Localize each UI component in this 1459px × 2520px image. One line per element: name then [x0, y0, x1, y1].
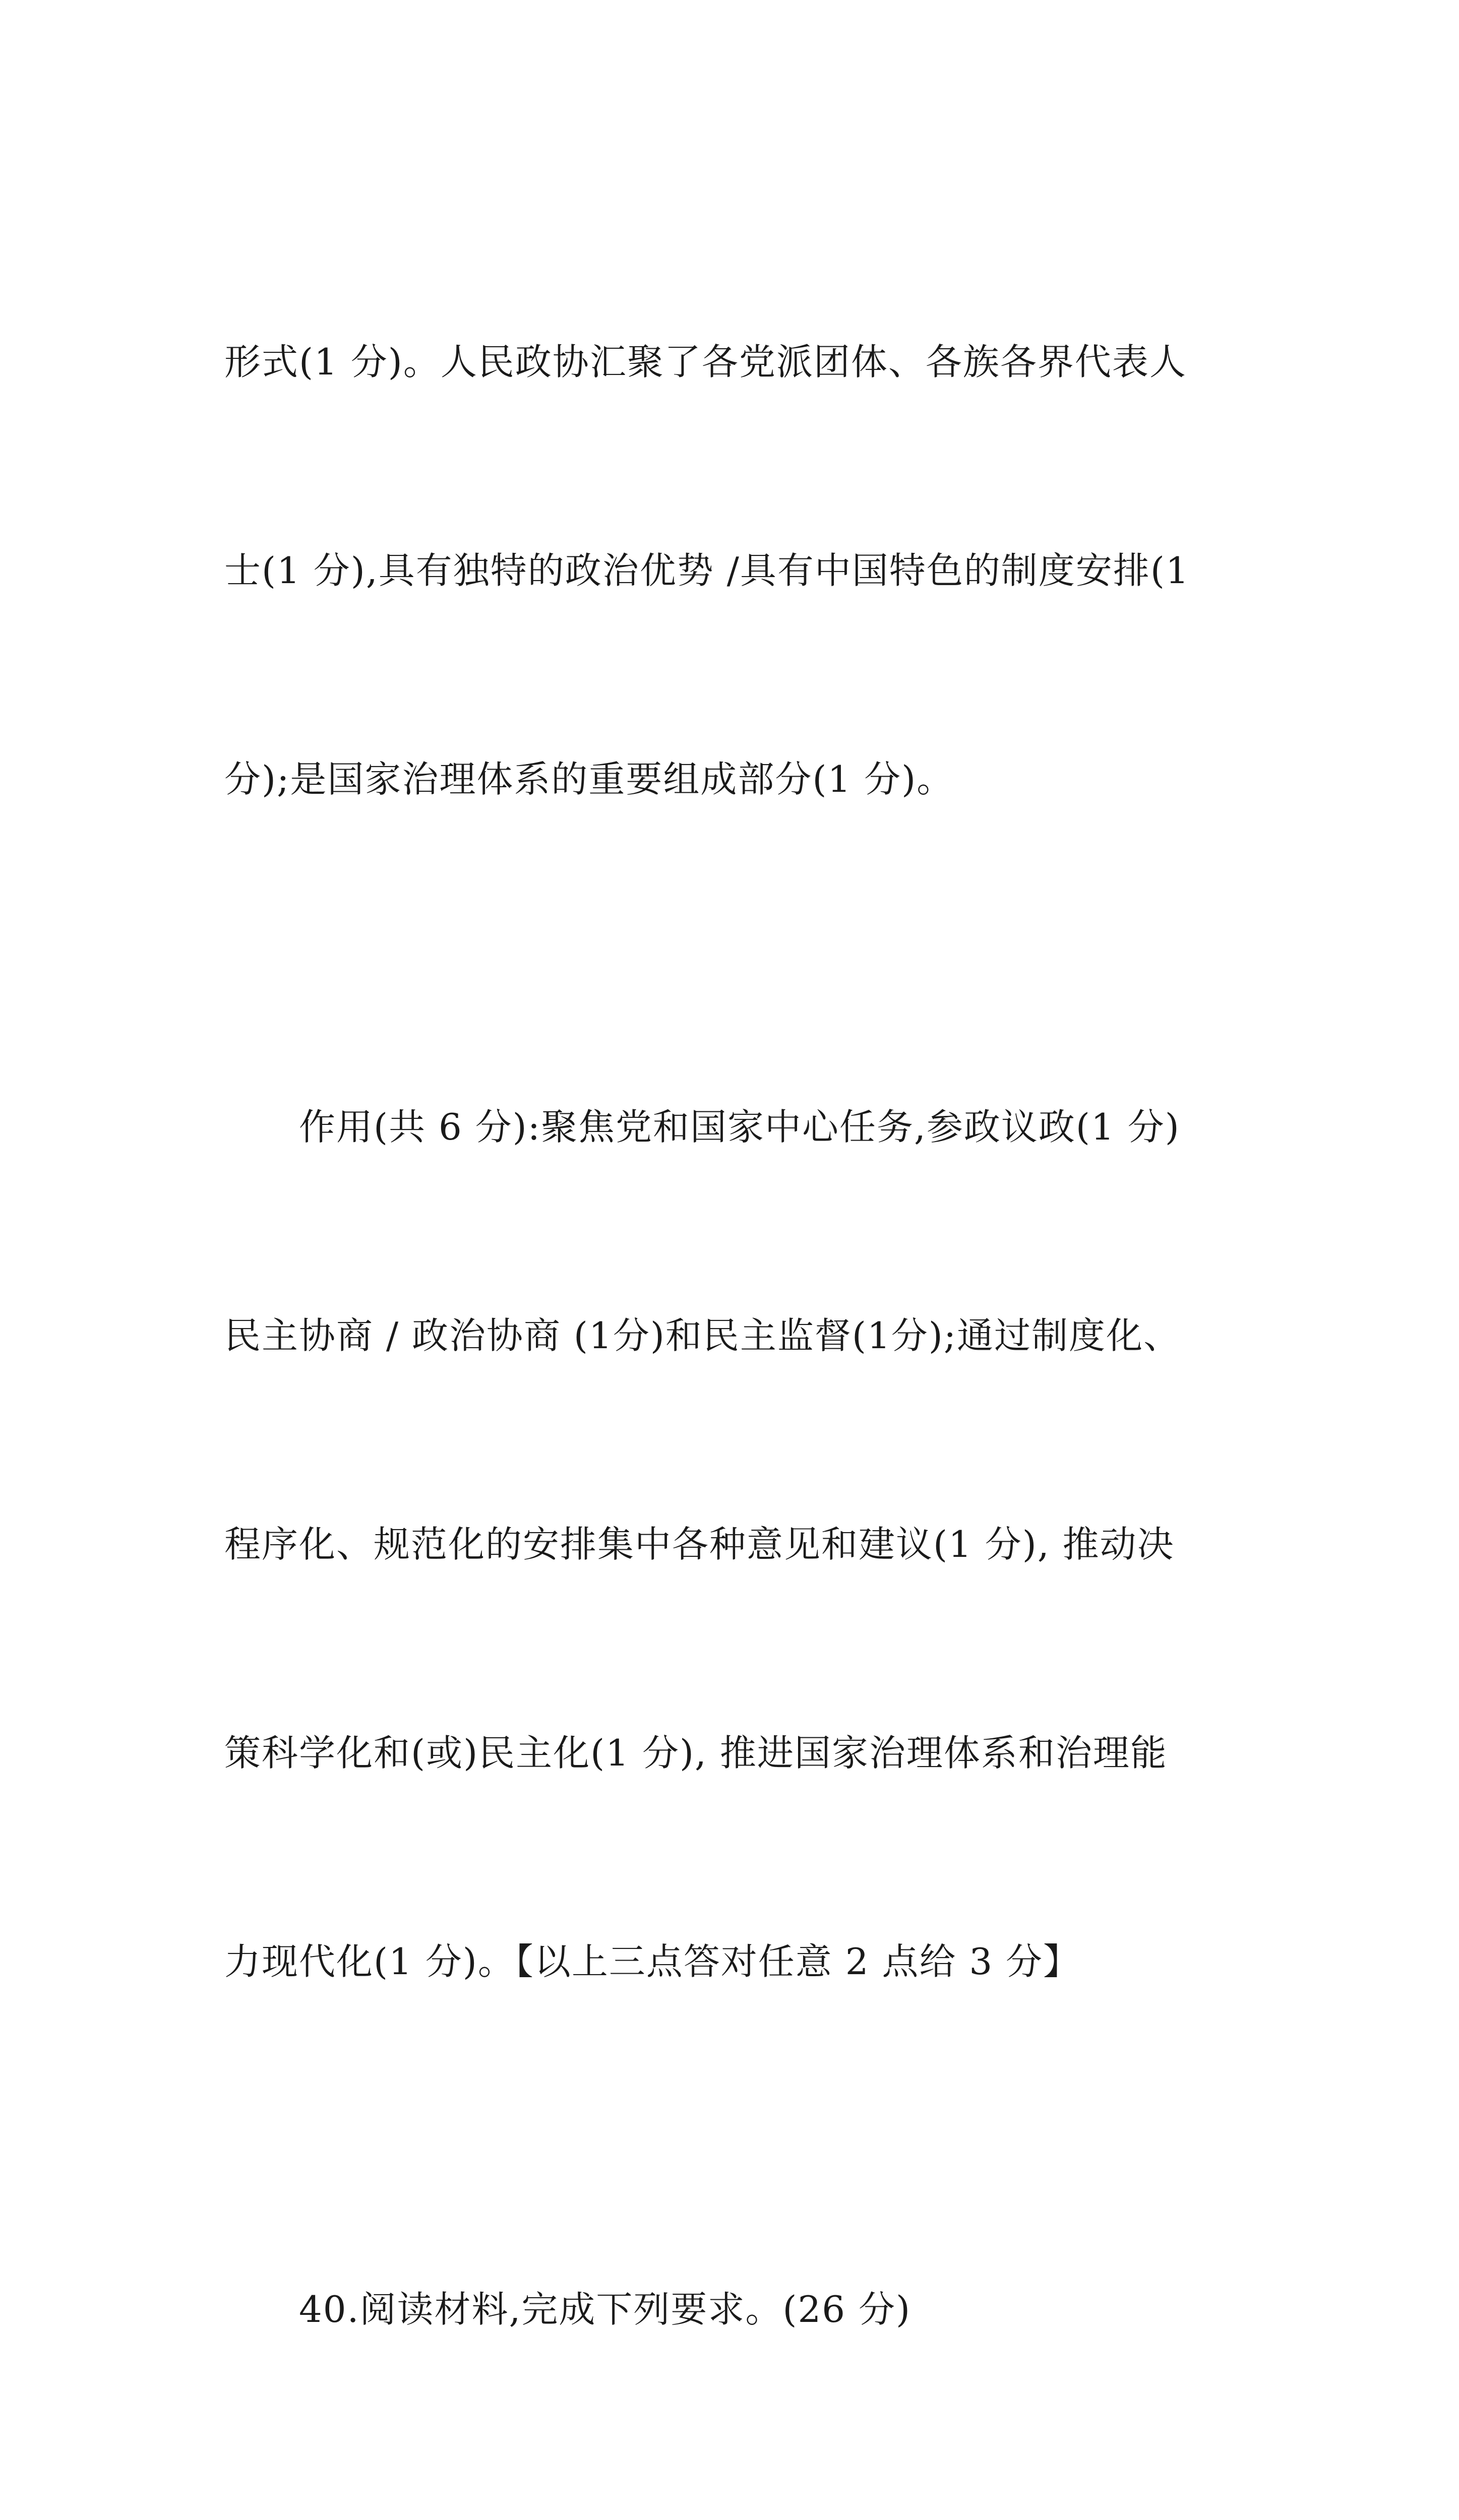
text-line: 力现代化(1 分)。【以上三点答对任意 2 点给 3 分】 — [224, 1940, 1081, 1983]
text-line: 形式(1 分)。人民政协汇聚了各党派团体、各族各界代表人 — [224, 341, 1187, 383]
text-line: 作用(共 6 分):聚焦党和国家中心任务,参政议政(1 分) — [299, 1106, 1180, 1148]
document-body — [224, 188, 1273, 2520]
text-line: 民主协商 / 政治协商 (1分)和民主监督(1分);通过制度化、 — [224, 1314, 1181, 1357]
text-line: 程序化、规范化的安排集中各种意见和建议(1 分), 推动决 — [224, 1523, 1175, 1565]
paragraph-answer-continuation — [224, 188, 1273, 953]
paragraph-answer-function — [224, 953, 1273, 2135]
question-40-heading — [224, 2135, 1273, 2483]
text-line: 策科学化和(或)民主化(1 分), 推进国家治理体系和治理能 — [224, 1732, 1168, 1774]
text-line: 40.阅读材料,完成下列要求。(26 分) — [299, 2288, 911, 2330]
text-line: 士(1 分),具有独特的政治优势 /具有中国特色的制度安排(1 — [224, 549, 1190, 592]
text-line: 分);是国家治理体系的重要组成部分(1 分)。 — [224, 758, 954, 800]
paragraph-material-1 — [224, 2483, 1273, 2520]
